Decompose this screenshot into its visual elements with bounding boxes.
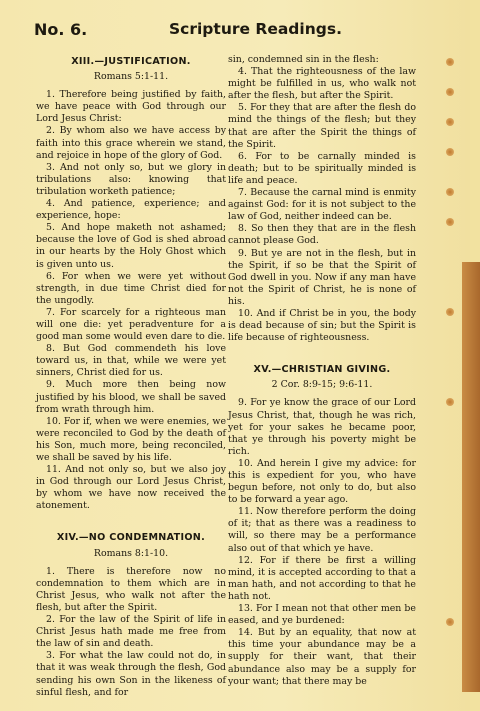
- verse: 8. But God commendeth his love toward us, in that, while we were yet sinners, Christ died for us.: [36, 343, 226, 379]
- binding-hole-icon: [446, 218, 454, 226]
- page-title: Scripture Readings.: [169, 20, 342, 38]
- verse: 7. Because the carnal mind is enmity against God: for it is not subject to the law of God, neither indeed can be.: [228, 187, 416, 223]
- verse: 2. For the law of the Spirit of life in Christ Jesus hath made me free from the law of sin and death.: [36, 614, 226, 650]
- verse: 9. Much more then being now justified by his blood, we shall be saved from wrath through him.: [36, 379, 226, 415]
- section-title: XIV.—NO CONDEMNATION.: [56, 532, 206, 544]
- binding-hole-icon: [446, 188, 454, 196]
- binding-hole-icon: [446, 118, 454, 126]
- reading-number: No. 6.: [34, 20, 88, 39]
- verse: 10. And herein I give my advice: for this is expedient for you, who have begun before, not only to do, but also to be forward a year ago.: [228, 457, 416, 506]
- section-spacer: [228, 344, 416, 362]
- verse: 3. For what the law could not do, in that it was weak through the flesh, God sending his own Son in the likeness of sinful flesh, and for: [36, 650, 226, 698]
- verse-continued: sin, condemned sin in the flesh:: [228, 54, 379, 65]
- section-reference: 2 Cor. 8:9-15; 9:6-11.: [271, 379, 373, 391]
- verse: 7. For scarcely for a righteous man will one die: yet peradventure for a good man some would even dare to die.: [36, 306, 226, 343]
- section-reference: Romans 8:1-10.: [93, 547, 169, 559]
- verse: 8. So then they that are in the flesh cannot please God.: [228, 223, 416, 247]
- verse: 11. And not only so, but we also joy in God through our Lord Jesus Christ, by whom we have now received the atonement.: [36, 464, 226, 512]
- verse: 5. For they that are after the flesh do mind the things of the flesh; but they that are after the Spirit the things of the Spirit.: [228, 102, 416, 150]
- verse: 2. By whom also we have access by faith into this grace wherein we stand, and rejoice in hope of the glory of God.: [36, 125, 226, 161]
- section-spacer: [36, 512, 226, 530]
- verse: 12. For if there be first a willing mind, it is accepted according to that a man hath, and not according to that he hath not.: [228, 554, 416, 602]
- verse: 10. For if, when we were enemies, we were reconciled to God by the death of his Son, much more, being reconciled, we shall be saved by his life.: [36, 415, 226, 463]
- verse: 9. But ye are not in the flesh, but in the Spirit, if so be that the Spirit of God dwell in you. Now if any man have not the Spirit of Christ, he is none of his.: [228, 247, 416, 307]
- page-header: [34, 18, 454, 46]
- verse: 10. And if Christ be in you, the body is dead because of sin; but the Spirit is life because of righteousness.: [228, 307, 416, 344]
- section-title: XV.—CHRISTIAN GIVING.: [253, 364, 391, 376]
- verse: 3. And not only so, but we glory in tribulations also: knowing that tribulation worketh patience;: [36, 161, 226, 197]
- verse: 14. But by an equality, that now at this time your abundance may be a supply for their want, that their abundance also may be a supply for your want; that there may be: [228, 627, 416, 687]
- binding-hole-icon: [446, 308, 454, 316]
- binding-hole-icon: [446, 88, 454, 96]
- verse: 1. Therefore being justified by faith, we have peace with God through our Lord Jesus Christ:: [36, 89, 226, 125]
- verse: 6. For to be carnally minded is death; but to be spiritually minded is life and peace.: [228, 150, 416, 186]
- left-column: [36, 54, 226, 699]
- binding-hole-icon: [446, 148, 454, 156]
- verse: 4. That the righteousness of the law might be fulfilled in us, who walk not after the flesh, but after the Spirit.: [228, 66, 416, 102]
- binding-hole-icon: [446, 58, 454, 66]
- verse: 13. For I mean not that other men be eased, and ye burdened:: [228, 603, 416, 627]
- binding-hole-icon: [446, 618, 454, 626]
- binding-hole-icon: [446, 398, 454, 406]
- binding-holes: [446, 58, 460, 658]
- verse: 5. And hope maketh not ashamed; because the love of God is shed abroad in our hearts by the Holy Ghost which is given unto us.: [36, 222, 226, 270]
- section-title: XIII.—JUSTIFICATION.: [71, 56, 191, 67]
- verse: 1. There is therefore now no condemnation to them which are in Christ Jesus, who walk not after the flesh, but after the Spirit.: [36, 565, 226, 613]
- binding-edge: [462, 262, 480, 692]
- section-reference: Romans 5:1-11.: [93, 71, 169, 83]
- verse: 9. For ye know the grace of our Lord Jesus Christ, that, though he was rich, yet for your sakes he became poor, that ye through his poverty might be rich.: [228, 397, 416, 457]
- verse: 6. For when we were yet without strength, in due time Christ died for the ungodly.: [36, 270, 226, 306]
- right-column: [228, 54, 416, 688]
- verse: 4. And patience, experience; and experience, hope:: [36, 198, 226, 222]
- verse: 11. Now therefore perform the doing of it; that as there was a readiness to will, so there may be a performance also out of that which ye have.: [228, 506, 416, 554]
